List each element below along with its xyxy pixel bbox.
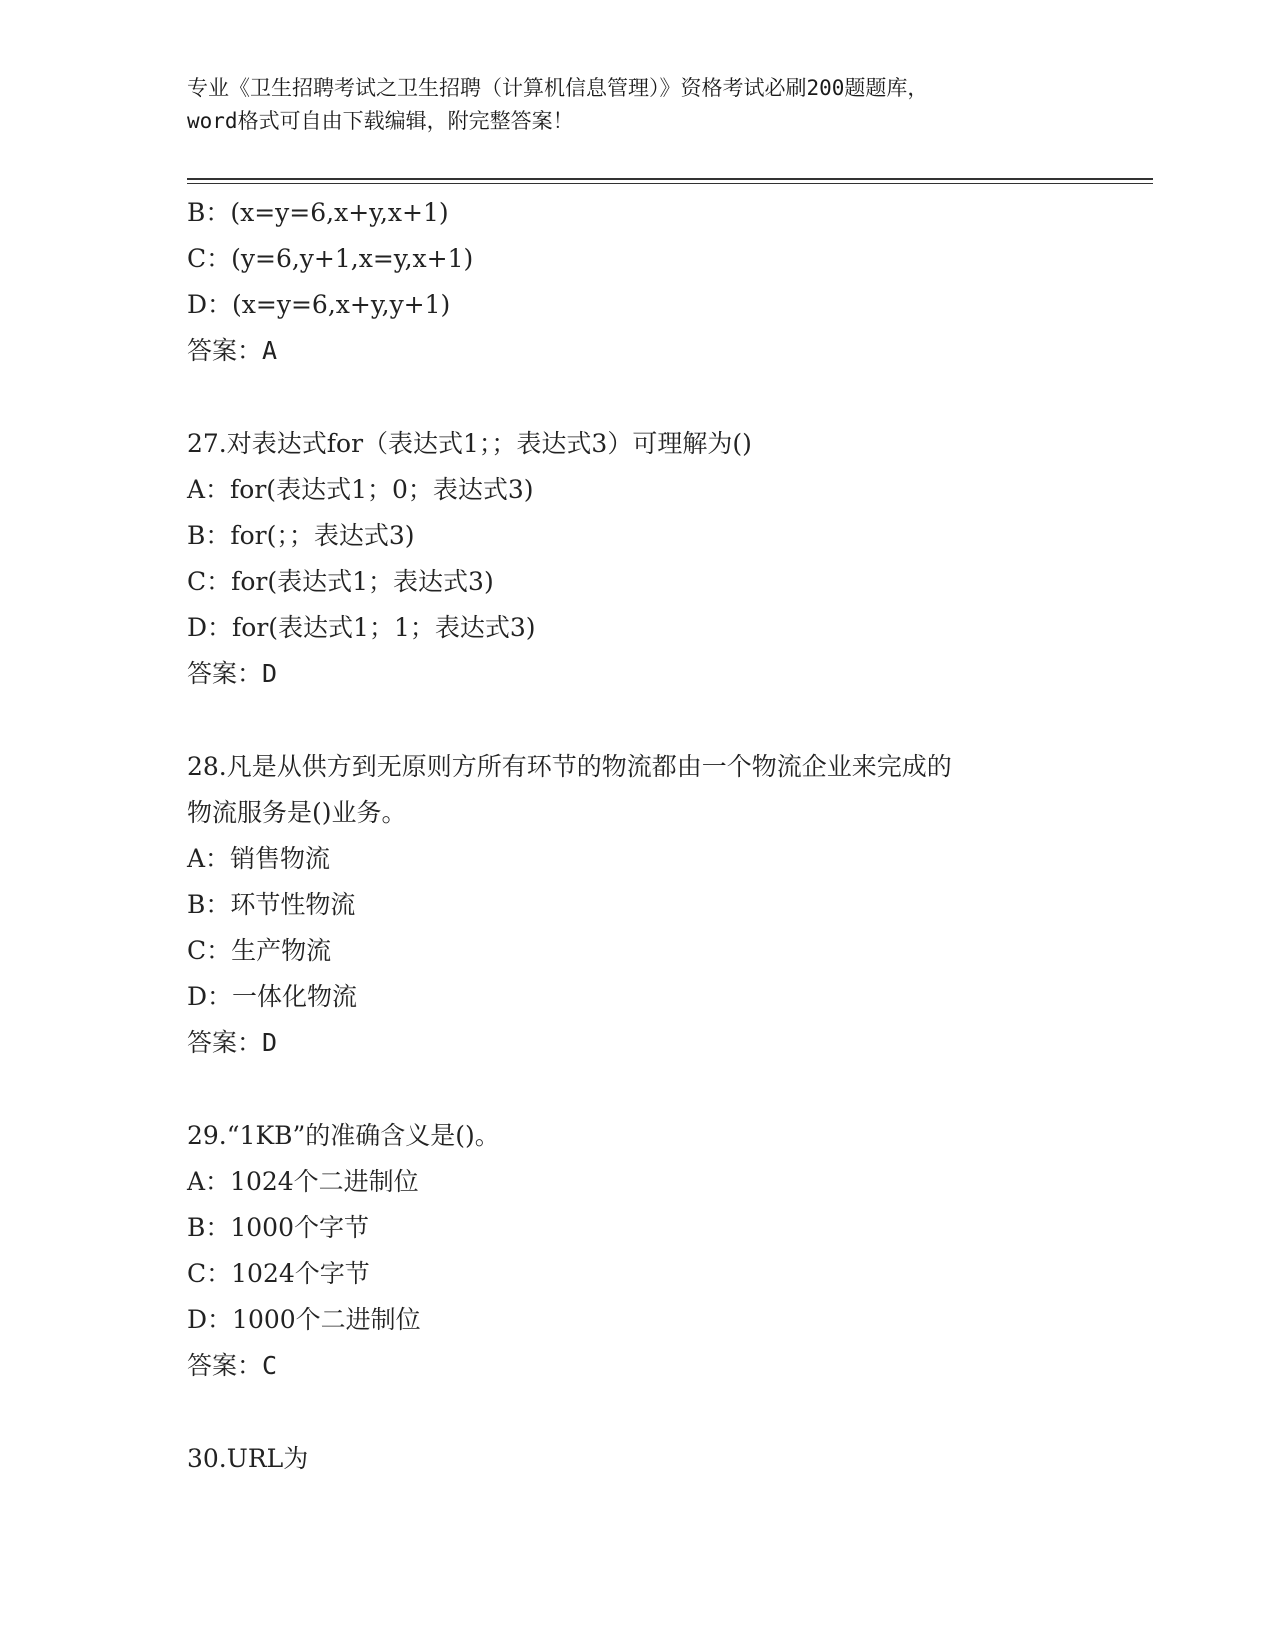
option-a: A：1024个二进制位	[187, 1167, 419, 1196]
option-c: C：1024个字节	[187, 1259, 370, 1288]
answer-text: 答案：C	[187, 1351, 278, 1380]
question-stem: 30.URL为	[187, 1444, 309, 1473]
spacer	[187, 1066, 1127, 1113]
option-a: A：销售物流	[187, 844, 331, 873]
option-a: A：for(表达式1；0；表达式3)	[187, 475, 534, 504]
document-body	[187, 190, 1127, 1482]
option-d: D：1000个二进制位	[187, 1305, 421, 1334]
option-b: B：(x=y=6,x+y,x+1)	[187, 198, 449, 227]
header-divider-thick	[187, 178, 1153, 180]
spacer	[187, 374, 1127, 421]
question-28	[187, 744, 1127, 1066]
option-d: D：for(表达式1；1；表达式3)	[187, 613, 536, 642]
option-d: D：(x=y=6,x+y,y+1)	[187, 290, 451, 319]
question-30	[187, 1436, 1127, 1482]
option-b: B：1000个字节	[187, 1213, 369, 1242]
question-27	[187, 421, 1127, 697]
option-c: C：for(表达式1；表达式3)	[187, 567, 494, 596]
header-line-1: 专业《卫生招聘考试之卫生招聘（计算机信息管理）》资格考试必刷200题题库，	[187, 76, 929, 100]
option-d: D：一体化物流	[187, 982, 358, 1011]
question-stem: 28.凡是从供方到无原则方所有环节的物流都由一个物流企业来完成的	[187, 752, 952, 781]
option-b: B：for(；；表达式3)	[187, 521, 415, 550]
document-header	[187, 72, 1087, 138]
question-26-partial	[187, 190, 1127, 374]
header-line-2: word格式可自由下载编辑，附完整答案！	[187, 109, 574, 133]
answer-text: 答案：D	[187, 1028, 278, 1057]
spacer	[187, 1389, 1127, 1436]
answer-text: 答案：D	[187, 659, 278, 688]
answer-text: 答案：A	[187, 336, 278, 365]
option-b: B：环节性物流	[187, 890, 356, 919]
question-stem: 27.对表达式for（表达式1；；表达式3）可理解为()	[187, 429, 752, 458]
question-stem-continued: 物流服务是()业务。	[187, 798, 407, 827]
option-c: C：(y=6,y+1,x=y,x+1)	[187, 244, 474, 273]
header-divider-thin	[187, 183, 1153, 184]
spacer	[187, 697, 1127, 744]
question-29	[187, 1113, 1127, 1389]
question-stem: 29.“1KB”的准确含义是()。	[187, 1121, 500, 1150]
option-c: C：生产物流	[187, 936, 332, 965]
